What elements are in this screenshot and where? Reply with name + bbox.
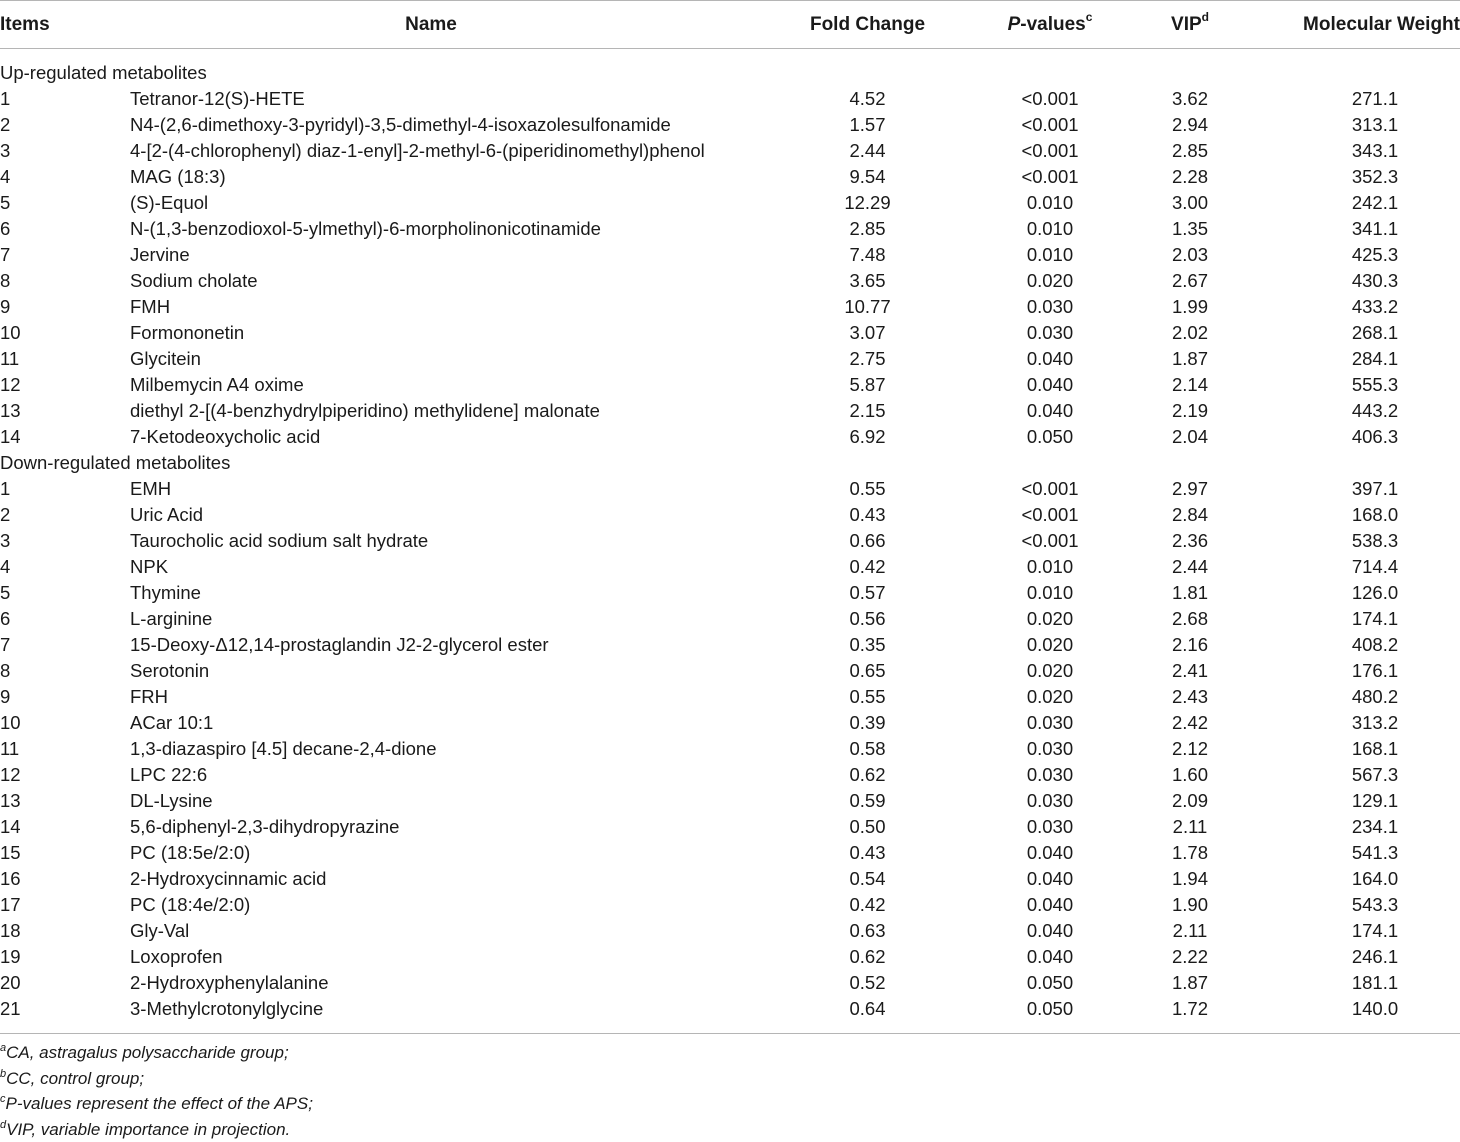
p-value-cell: 0.030 — [1026, 322, 1074, 343]
metabolite-name-cell: Loxoprofen — [130, 946, 223, 967]
item-number-cell: 11 — [0, 348, 20, 369]
footnote-text: P-values represent the effect of the APS; — [5, 1094, 313, 1113]
metabolite-name-cell: Uric Acid — [130, 504, 203, 525]
metabolite-name-cell: EMH — [130, 478, 172, 499]
p-value-cell: 0.030 — [1026, 790, 1074, 811]
p-value-cell: 0.040 — [1026, 920, 1074, 941]
p-value-cell: 0.050 — [1026, 426, 1074, 447]
vip-cell: 1.81 — [1171, 582, 1208, 603]
molecular-weight-cell: 313.2 — [1351, 712, 1399, 733]
footnote-mark: d — [0, 1118, 7, 1131]
fold-change-cell: 0.42 — [849, 556, 886, 577]
metabolite-name-cell: 7-Ketodeoxycholic acid — [130, 426, 321, 447]
p-value-cell: 0.010 — [1026, 582, 1074, 603]
item-number-cell: 6 — [0, 218, 11, 239]
fold-change-cell: 0.43 — [849, 842, 886, 863]
p-value-cell: 0.020 — [1026, 608, 1074, 629]
p-value-cell: 0.040 — [1026, 400, 1074, 421]
table-row — [0, 658, 1460, 684]
p-value-cell: 0.020 — [1026, 634, 1074, 655]
p-value-cell: 0.030 — [1026, 296, 1074, 317]
p-value-cell: 0.040 — [1026, 868, 1074, 889]
fold-change-cell: 4.52 — [849, 88, 886, 109]
table-row — [0, 710, 1460, 736]
molecular-weight-cell: 268.1 — [1351, 322, 1399, 343]
vip-cell: 2.22 — [1171, 946, 1208, 967]
vip-cell: 3.62 — [1171, 88, 1208, 109]
molecular-weight-cell: 406.3 — [1351, 426, 1399, 447]
fold-change-cell: 2.85 — [849, 218, 886, 239]
header-p-letter: P — [1007, 14, 1021, 35]
p-value-cell: 0.040 — [1026, 894, 1074, 915]
table-row — [0, 840, 1460, 866]
table-row — [0, 606, 1460, 632]
item-number-cell: 4 — [0, 166, 11, 187]
fold-change-cell: 0.55 — [849, 478, 886, 499]
p-value-cell: 0.020 — [1026, 270, 1074, 291]
vip-cell: 1.99 — [1171, 296, 1208, 317]
molecular-weight-cell: 341.1 — [1351, 218, 1399, 239]
item-number-cell: 18 — [0, 920, 21, 941]
footnote-text: VIP, variable importance in projection. — [6, 1119, 291, 1139]
table-row — [0, 528, 1460, 554]
metabolite-name-cell: 15-Deoxy-Δ12,14-prostaglandin J2-2-glycerol ester — [130, 634, 549, 655]
molecular-weight-cell: 242.1 — [1351, 192, 1399, 213]
vip-cell: 2.11 — [1172, 816, 1208, 837]
p-value-cell: 0.030 — [1026, 816, 1074, 837]
footnote-mark: a — [0, 1042, 7, 1054]
fold-change-cell: 12.29 — [844, 192, 891, 213]
fold-change-cell: 0.56 — [849, 608, 886, 629]
item-number-cell: 14 — [0, 816, 21, 837]
table-row — [0, 346, 1460, 372]
vip-cell: 1.94 — [1171, 868, 1208, 889]
item-number-cell: 6 — [0, 608, 11, 629]
table-row — [0, 268, 1460, 294]
header-vip-label: VIP — [1171, 14, 1202, 35]
p-value-cell: 0.020 — [1026, 660, 1074, 681]
header-p-superscript: c — [1085, 10, 1093, 24]
vip-cell: 1.87 — [1171, 348, 1208, 369]
metabolite-name-cell: LPC 22:6 — [130, 764, 208, 785]
fold-change-cell: 3.07 — [849, 322, 886, 343]
vip-cell: 2.85 — [1171, 140, 1208, 161]
metabolite-name-cell: PC (18:5e/2:0) — [130, 842, 251, 863]
p-value-cell: <0.001 — [1021, 166, 1079, 187]
section-label: Up-regulated metabolites — [0, 62, 207, 83]
header-items: Items — [0, 14, 50, 35]
table-body — [0, 60, 1460, 1022]
item-number-cell: 3 — [0, 530, 11, 551]
item-number-cell: 8 — [0, 270, 11, 291]
p-value-cell: 0.040 — [1026, 946, 1074, 967]
molecular-weight-cell: 174.1 — [1351, 920, 1399, 941]
section-row — [0, 60, 1460, 86]
metabolite-name-cell: ACar 10:1 — [130, 712, 214, 733]
table-row — [0, 996, 1460, 1022]
vip-cell: 2.14 — [1171, 374, 1208, 395]
vip-cell: 1.60 — [1171, 764, 1208, 785]
molecular-weight-cell: 181.1 — [1351, 972, 1399, 993]
item-number-cell: 15 — [0, 842, 21, 863]
section-row — [0, 450, 1460, 476]
molecular-weight-cell: 234.1 — [1351, 816, 1399, 837]
fold-change-cell: 6.92 — [849, 426, 886, 447]
molecular-weight-cell: 541.3 — [1351, 842, 1399, 863]
p-value-cell: 0.030 — [1026, 764, 1074, 785]
item-number-cell: 10 — [0, 322, 21, 343]
footnote — [0, 1066, 1460, 1092]
fold-change-cell: 5.87 — [849, 374, 886, 395]
fold-change-cell: 0.62 — [849, 764, 886, 785]
metabolite-name-cell: Serotonin — [130, 660, 210, 681]
fold-change-cell: 2.75 — [849, 348, 886, 369]
fold-change-cell: 0.39 — [849, 712, 886, 733]
metabolite-name-cell: MAG (18:3) — [130, 166, 226, 187]
molecular-weight-cell: 352.3 — [1351, 166, 1399, 187]
item-number-cell: 5 — [0, 582, 11, 603]
metabolite-name-cell: 1,3-diazaspiro [4.5] decane-2,4-dione — [130, 738, 437, 759]
p-value-cell: 0.040 — [1026, 842, 1074, 863]
metabolite-name-cell: diethyl 2-[(4-benzhydrylpiperidino) methylidene] malonate — [130, 400, 600, 421]
metabolite-name-cell: Milbemycin A4 oxime — [130, 374, 304, 395]
vip-cell: 2.97 — [1171, 478, 1208, 499]
molecular-weight-cell: 408.2 — [1351, 634, 1399, 655]
p-value-cell: <0.001 — [1021, 504, 1079, 525]
p-value-cell: 0.010 — [1026, 218, 1074, 239]
vip-cell: 1.35 — [1171, 218, 1208, 239]
fold-change-cell: 2.15 — [849, 400, 886, 421]
table-row — [0, 138, 1460, 164]
fold-change-cell: 0.54 — [849, 868, 886, 889]
vip-cell: 2.04 — [1171, 426, 1208, 447]
fold-change-cell: 7.48 — [849, 244, 886, 265]
fold-change-cell: 9.54 — [849, 166, 886, 187]
table-row — [0, 294, 1460, 320]
p-value-cell: 0.010 — [1026, 192, 1074, 213]
table-row — [0, 86, 1460, 112]
vip-cell: 2.19 — [1171, 400, 1208, 421]
metabolite-name-cell: N-(1,3-benzodioxol-5-ylmethyl)-6-morpholinonicotinamide — [130, 218, 601, 239]
header-fold-change: Fold Change — [809, 14, 926, 35]
table-row — [0, 424, 1460, 450]
molecular-weight-cell: 129.1 — [1351, 790, 1399, 811]
fold-change-cell: 0.65 — [849, 660, 886, 681]
p-value-cell: 0.010 — [1026, 244, 1074, 265]
metabolite-name-cell: Thymine — [130, 582, 201, 603]
metabolite-name-cell: Glycitein — [130, 348, 201, 369]
table-row — [0, 970, 1460, 996]
header-p-values — [980, 0, 1120, 48]
fold-change-cell: 0.66 — [849, 530, 886, 551]
metabolite-name-cell: DL-Lysine — [130, 790, 213, 811]
molecular-weight-cell: 433.2 — [1351, 296, 1399, 317]
fold-change-cell: 0.63 — [849, 920, 886, 941]
footnote — [0, 1091, 1460, 1117]
molecular-weight-cell: 176.1 — [1351, 660, 1399, 681]
molecular-weight-cell: 555.3 — [1351, 374, 1399, 395]
p-value-cell: <0.001 — [1021, 114, 1079, 135]
header-name: Name — [405, 14, 457, 35]
footnote-text: CC, control group; — [6, 1068, 145, 1088]
vip-cell: 2.02 — [1171, 322, 1208, 343]
item-number-cell: 13 — [0, 790, 21, 811]
vip-cell: 2.03 — [1171, 244, 1208, 265]
vip-cell: 1.90 — [1171, 894, 1208, 915]
p-value-cell: 0.010 — [1026, 556, 1074, 577]
item-number-cell: 4 — [0, 556, 11, 577]
fold-change-cell: 0.42 — [849, 894, 886, 915]
fold-change-cell: 0.50 — [849, 816, 886, 837]
metabolite-name-cell: Formononetin — [130, 322, 245, 343]
table-row — [0, 242, 1460, 268]
item-number-cell: 14 — [0, 426, 21, 447]
molecular-weight-cell: 246.1 — [1351, 946, 1399, 967]
table-row — [0, 918, 1460, 944]
fold-change-cell: 0.55 — [849, 686, 886, 707]
vip-cell: 2.44 — [1171, 556, 1208, 577]
vip-cell: 2.16 — [1171, 634, 1208, 655]
table-row — [0, 216, 1460, 242]
header-molecular-weight: Molecular Weight — [1303, 14, 1460, 35]
table-row — [0, 632, 1460, 658]
table-row — [0, 398, 1460, 424]
vip-cell: 3.00 — [1171, 192, 1208, 213]
header-bottom-rule — [0, 48, 1460, 49]
table-row — [0, 554, 1460, 580]
molecular-weight-cell: 567.3 — [1351, 764, 1399, 785]
metabolite-name-cell: Sodium cholate — [130, 270, 258, 291]
footnote — [0, 1040, 1460, 1066]
vip-cell: 2.43 — [1171, 686, 1208, 707]
footnote-mark: c — [0, 1093, 6, 1105]
item-number-cell: 21 — [0, 998, 21, 1019]
vip-cell: 2.41 — [1171, 660, 1208, 681]
metabolite-name-cell: Jervine — [130, 244, 190, 265]
p-value-cell: <0.001 — [1021, 530, 1079, 551]
table-row — [0, 736, 1460, 762]
table-row — [0, 866, 1460, 892]
metabolite-name-cell: FRH — [130, 686, 169, 707]
p-value-cell: <0.001 — [1021, 478, 1079, 499]
footnote-mark: b — [0, 1067, 7, 1080]
section-label: Down-regulated metabolites — [0, 452, 231, 473]
metabolite-name-cell: 3-Methylcrotonylglycine — [130, 998, 324, 1019]
fold-change-cell: 10.77 — [844, 296, 891, 317]
vip-cell: 2.84 — [1171, 504, 1208, 525]
table-row — [0, 892, 1460, 918]
vip-cell: 1.87 — [1171, 972, 1208, 993]
fold-change-cell: 0.62 — [849, 946, 886, 967]
item-number-cell: 2 — [0, 114, 11, 135]
fold-change-cell: 3.65 — [849, 270, 886, 291]
fold-change-cell: 0.52 — [849, 972, 886, 993]
vip-cell: 2.42 — [1171, 712, 1208, 733]
table-row — [0, 580, 1460, 606]
metabolite-name-cell: (S)-Equol — [130, 192, 209, 213]
table-row — [0, 320, 1460, 346]
p-value-cell: <0.001 — [1021, 88, 1079, 109]
p-value-cell: <0.001 — [1021, 140, 1079, 161]
table-bottom-rule — [0, 1033, 1460, 1034]
p-value-cell: 0.050 — [1026, 998, 1074, 1019]
molecular-weight-cell: 425.3 — [1351, 244, 1399, 265]
item-number-cell: 7 — [0, 634, 11, 655]
table-row — [0, 112, 1460, 138]
metabolite-name-cell: NPK — [130, 556, 169, 577]
item-number-cell: 9 — [0, 686, 11, 707]
p-value-cell: 0.020 — [1026, 686, 1074, 707]
fold-change-cell: 0.59 — [849, 790, 886, 811]
table-row — [0, 944, 1460, 970]
vip-cell: 2.09 — [1171, 790, 1208, 811]
fold-change-cell: 1.57 — [849, 114, 886, 135]
vip-cell: 2.28 — [1171, 166, 1208, 187]
header-vip — [1130, 0, 1250, 48]
vip-cell: 2.94 — [1171, 114, 1208, 135]
p-value-cell: 0.030 — [1026, 738, 1074, 759]
molecular-weight-cell: 126.0 — [1351, 582, 1399, 603]
fold-change-cell: 2.44 — [849, 140, 886, 161]
vip-cell: 2.36 — [1171, 530, 1208, 551]
table-row — [0, 762, 1460, 788]
metabolite-name-cell: 4-[2-(4-chlorophenyl) diaz-1-enyl]-2-methyl-6-(piperidinomethyl)phenol — [130, 140, 705, 161]
molecular-weight-cell: 443.2 — [1351, 400, 1399, 421]
molecular-weight-cell: 168.1 — [1351, 738, 1399, 759]
table-row — [0, 684, 1460, 710]
item-number-cell: 1 — [0, 88, 11, 109]
molecular-weight-cell: 168.0 — [1351, 504, 1399, 525]
fold-change-cell: 0.35 — [849, 634, 886, 655]
molecular-weight-cell: 140.0 — [1351, 998, 1399, 1019]
vip-cell: 2.12 — [1171, 738, 1208, 759]
molecular-weight-cell: 480.2 — [1351, 686, 1399, 707]
footnote — [0, 1117, 1460, 1142]
metabolite-name-cell: L-arginine — [130, 608, 213, 629]
vip-cell: 2.67 — [1171, 270, 1208, 291]
molecular-weight-cell: 271.1 — [1351, 88, 1399, 109]
item-number-cell: 12 — [0, 764, 21, 785]
metabolite-name-cell: N4-(2,6-dimethoxy-3-pyridyl)-3,5-dimethyl-4-isoxazolesulfonamide — [130, 114, 671, 135]
molecular-weight-cell: 284.1 — [1351, 348, 1399, 369]
item-number-cell: 20 — [0, 972, 21, 993]
metabolite-name-cell: PC (18:4e/2:0) — [130, 894, 251, 915]
metabolite-name-cell: Taurocholic acid sodium salt hydrate — [130, 530, 429, 551]
item-number-cell: 19 — [0, 946, 21, 967]
fold-change-cell: 0.58 — [849, 738, 886, 759]
table-row — [0, 476, 1460, 502]
table-row — [0, 164, 1460, 190]
p-value-cell: 0.050 — [1026, 972, 1074, 993]
item-number-cell: 16 — [0, 868, 21, 889]
molecular-weight-cell: 543.3 — [1351, 894, 1399, 915]
p-value-cell: 0.040 — [1026, 374, 1074, 395]
vip-cell: 2.11 — [1172, 920, 1208, 941]
table-row — [0, 502, 1460, 528]
footnotes — [0, 1040, 1460, 1142]
metabolite-name-cell: Gly-Val — [130, 920, 190, 941]
molecular-weight-cell: 313.1 — [1351, 114, 1399, 135]
table-row — [0, 788, 1460, 814]
item-number-cell: 17 — [0, 894, 21, 915]
item-number-cell: 11 — [0, 738, 20, 759]
metabolite-name-cell: 5,6-diphenyl-2,3-dihydropyrazine — [130, 816, 400, 837]
table-row — [0, 814, 1460, 840]
metabolite-name-cell: 2-Hydroxyphenylalanine — [130, 972, 329, 993]
metabolite-name-cell: FMH — [130, 296, 171, 317]
fold-change-cell: 0.43 — [849, 504, 886, 525]
item-number-cell: 5 — [0, 192, 11, 213]
item-number-cell: 3 — [0, 140, 11, 161]
molecular-weight-cell: 397.1 — [1351, 478, 1399, 499]
metabolite-name-cell: Tetranor-12(S)-HETE — [130, 88, 305, 109]
molecular-weight-cell: 343.1 — [1351, 140, 1399, 161]
footnote-text: CA, astragalus polysaccharide group; — [6, 1043, 289, 1062]
molecular-weight-cell: 714.4 — [1351, 556, 1399, 577]
table-row — [0, 190, 1460, 216]
item-number-cell: 1 — [0, 478, 11, 499]
item-number-cell: 7 — [0, 244, 11, 265]
vip-cell: 1.72 — [1171, 998, 1208, 1019]
vip-cell: 2.68 — [1171, 608, 1208, 629]
molecular-weight-cell: 164.0 — [1351, 868, 1399, 889]
header-vip-superscript: d — [1201, 10, 1209, 24]
fold-change-cell: 0.64 — [849, 998, 886, 1019]
molecular-weight-cell: 174.1 — [1351, 608, 1399, 629]
metabolite-name-cell: 2-Hydroxycinnamic acid — [130, 868, 327, 889]
molecular-weight-cell: 430.3 — [1351, 270, 1399, 291]
p-value-cell: 0.040 — [1026, 348, 1074, 369]
item-number-cell: 8 — [0, 660, 11, 681]
vip-cell: 1.78 — [1171, 842, 1208, 863]
item-number-cell: 12 — [0, 374, 21, 395]
p-value-cell: 0.030 — [1026, 712, 1074, 733]
item-number-cell: 13 — [0, 400, 21, 421]
molecular-weight-cell: 538.3 — [1351, 530, 1399, 551]
item-number-cell: 2 — [0, 504, 11, 525]
fold-change-cell: 0.57 — [849, 582, 886, 603]
item-number-cell: 10 — [0, 712, 21, 733]
item-number-cell: 9 — [0, 296, 11, 317]
header-p-rest: -values — [1020, 14, 1086, 35]
table-row — [0, 372, 1460, 398]
